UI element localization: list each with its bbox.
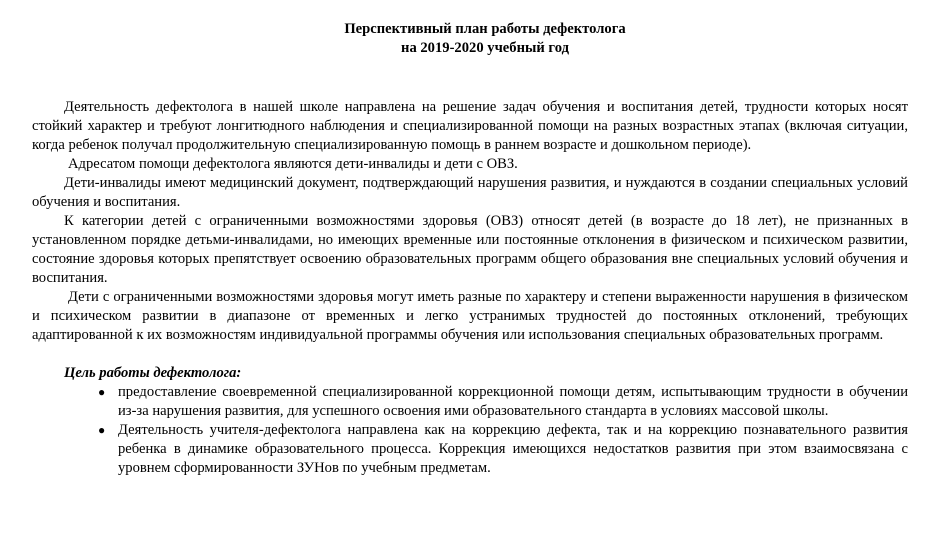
goal-item-2: [98, 421, 908, 478]
document-page: [32, 20, 908, 478]
document-title-line-1: Перспективный план работы дефектолога: [344, 21, 626, 37]
document-title-line-2: на 2019-2020 учебный год: [401, 40, 569, 56]
paragraph-ovz-category: К категории детей с ограниченными возможностями здоровья (ОВЗ) относят детей (в возрасте до 18 лет), не признанных в установленном порядке детьми-инвалидами, но имеющих временные или постоянные отклонения в физическом и психическом развитии, состояние здоровья которых препятствует освоению образовательных программ общего образования вне специальных условий обучения и воспитания.: [32, 213, 908, 286]
goal-heading: Цель работы дефектолога:: [64, 365, 242, 381]
goal-item-2-text: Деятельность учителя-дефектолога направлена как на коррекцию дефекта, так и на коррекцию познавательного развития ребенка в динамике образовательного процесса. Коррекция имеющихся недостатков развития при этом взаимосвязана с уровнем сформированности ЗУНов по учебным предметам.: [118, 422, 908, 476]
bullet-icon: ●: [98, 385, 106, 399]
title-spacer: [32, 58, 908, 98]
paragraph-disabled-children: Дети-инвалиды имеют медицинский документ, подтверждающий нарушения развития, и нуждаются в создании специальных условий обучения и воспитания.: [32, 175, 908, 210]
goal-item-1: [98, 383, 908, 421]
bullet-icon: ●: [98, 423, 106, 437]
paragraph-recipients: Адресатом помощи дефектолога являются дети-инвалиды и дети с ОВЗ.: [68, 156, 518, 172]
goals-list: [32, 383, 908, 478]
paragraph-ovz-disorders: Дети с ограниченными возможностями здоровья могут иметь разные по характеру и степени выраженности нарушения в физическом и психическом развитии в диапазоне от временных и легко устранимых трудностей до постоянных отклонений, требующих адаптированной к их возможностям индивидуальной программы обучения или использования специальных образовательных программ.: [32, 289, 908, 343]
goal-item-1-text: предоставление своевременной специализированной коррекционной помощи детям, испытывающим трудности в обучении из-за нарушения развития, для успешного освоения ими образовательного стандарта в условиях массовой школы.: [118, 384, 908, 419]
paragraph-intro: Деятельность дефектолога в нашей школе направлена на решение задач обучения и воспитания детей, трудности которых носят стойкий характер и требуют лонгитюдного наблюдения и специализированной помощи на разных возрастных этапах (включая ситуации, когда ребенок получал продолжительную специализированную помощь в раннем возрасте и дошкольном периоде).: [32, 99, 908, 153]
